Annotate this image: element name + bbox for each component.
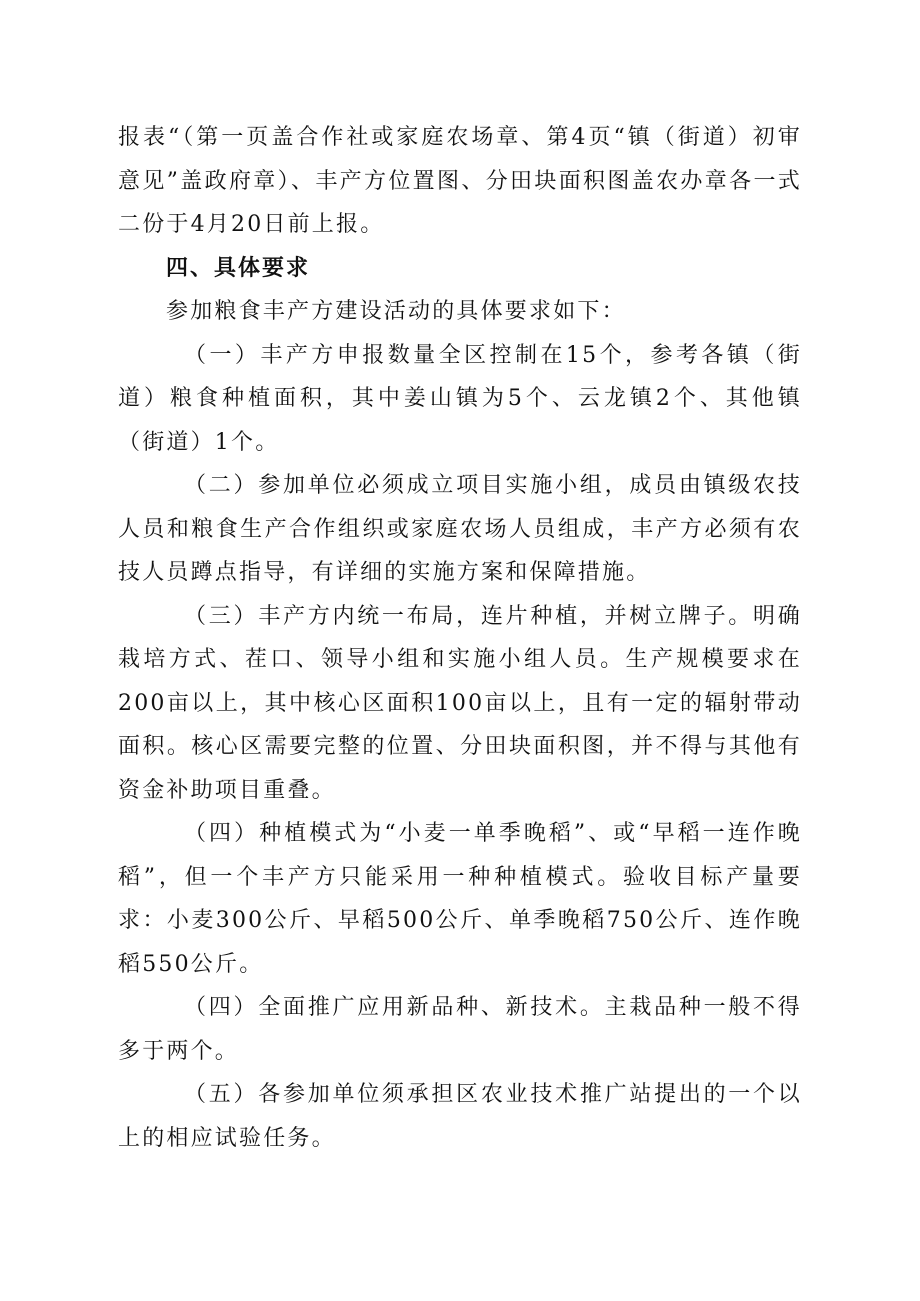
requirement-item-5: （四）全面推广应用新品种、新技术。主栽品种一般不得多于两个。 <box>118 995 802 1064</box>
intro-paragraph: 参加粮食丰产方建设活动的具体要求如下： <box>166 299 626 324</box>
continued-paragraph: 报表“（第一页盖合作社或家庭农场章、第4页“镇（街道）初审意见”盖政府章）、丰产方位置图、分田块面积图盖农办章各一式二份于4月20日前上报。 <box>118 125 802 237</box>
requirement-item-4: （四）种植模式为“小麦一单季晚稻”、或“早稻一连作晚稻”，但一个丰产方只能采用一种种植模式。验收目标产量要求：小麦300公斤、早稻500公斤、单季晚稻750公斤、连作晚稻550公斤。 <box>118 821 802 977</box>
section-heading: 四、具体要求 <box>166 255 311 281</box>
requirement-item-1: （一）丰产方申报数量全区控制在15个，参考各镇（街道）粮食种植面积，其中姜山镇为5个、云龙镇2个、其他镇（街道）1个。 <box>118 342 802 455</box>
requirement-item-2: （二）参加单位必须成立项目实施小组，成员由镇级农技人员和粮食生产合作组织或家庭农场人员组成，丰产方必须有农技人员蹲点指导，有详细的实施方案和保障措施。 <box>118 473 802 585</box>
requirement-item-6: （五）各参加单位须承担区农业技术推广站提出的一个以上的相应试验任务。 <box>118 1082 802 1151</box>
requirement-item-3: （三）丰产方内统一布局，连片种植，并树立牌子。明确栽培方式、茬口、领导小组和实施小组人员。生产规模要求在200亩以上，其中核心区面积100亩以上，且有一定的辐射带动面积。核心区需要完整的位置、分田块面积图，并不得与其他有资金补助项目重叠。 <box>118 603 802 803</box>
document-page <box>118 116 802 1160</box>
